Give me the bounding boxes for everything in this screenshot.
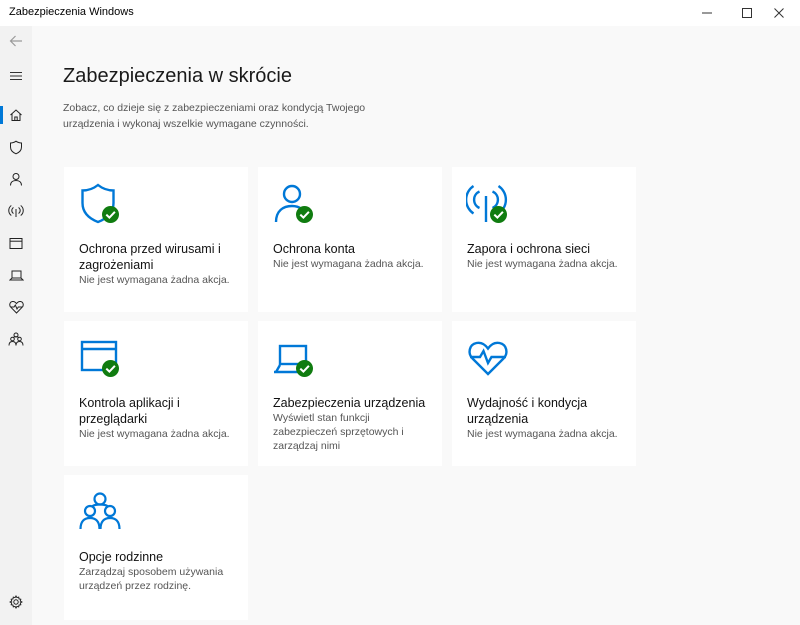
card-title — [467, 241, 627, 271]
card-description: Nie jest wymagana żadna akcja. — [467, 428, 618, 440]
card-title-text: Ochrona konta — [273, 242, 355, 256]
card-title-text: Zapora i ochrona sieci — [467, 242, 590, 256]
card-title-text: Wydajność i kondycja urządzenia — [467, 396, 588, 426]
close-icon — [773, 7, 785, 19]
menu-button[interactable] — [0, 62, 32, 90]
card-title-text: Ochrona przed wirusami i zagrożeniami — [79, 242, 221, 272]
sidebar-item-device-security[interactable] — [0, 261, 32, 289]
sidebar-item-firewall[interactable] — [0, 197, 32, 225]
minimize-icon — [701, 7, 713, 19]
heart-pulse-icon — [9, 300, 24, 314]
card-description: Zarządzaj sposobem używania urządzeń przez rodzinę. — [79, 566, 224, 592]
sidebar-item-device-health[interactable] — [0, 293, 32, 321]
main-content — [32, 26, 800, 625]
card-virus-protection[interactable] — [64, 167, 248, 312]
person-icon — [272, 182, 316, 226]
shield-icon — [78, 182, 122, 226]
home-icon — [9, 108, 23, 122]
card-device-security[interactable] — [258, 321, 442, 466]
laptop-icon — [272, 336, 316, 380]
sidebar — [0, 26, 32, 625]
card-title — [273, 395, 433, 453]
card-family-options[interactable] — [64, 475, 248, 620]
sidebar-item-app-browser[interactable] — [0, 229, 32, 257]
minimize-button[interactable] — [688, 0, 726, 26]
laptop-icon — [9, 269, 24, 282]
card-title — [79, 549, 239, 593]
back-arrow-icon — [8, 33, 24, 49]
card-title-text: Zabezpieczenia urządzenia — [273, 396, 426, 410]
title-bar — [0, 0, 800, 26]
gear-icon — [9, 595, 23, 609]
card-description: Wyświetl stan funkcji zabezpieczeń sprzętowych i zarządzaj nimi — [273, 412, 404, 452]
card-title — [273, 241, 433, 271]
app-browser-icon — [9, 237, 23, 250]
window-title: Zabezpieczenia Windows — [9, 6, 134, 18]
settings-button[interactable] — [0, 588, 32, 616]
maximize-icon — [741, 7, 753, 19]
family-icon — [78, 490, 122, 534]
heart-pulse-icon — [466, 336, 510, 380]
family-icon — [8, 332, 24, 346]
card-description: Nie jest wymagana żadna akcja. — [79, 274, 230, 286]
sidebar-item-virus-protection[interactable] — [0, 133, 32, 161]
page-title: Zabezpieczenia w skrócie — [63, 65, 292, 87]
back-button[interactable] — [0, 27, 32, 55]
card-description: Nie jest wymagana żadna akcja. — [79, 428, 230, 440]
card-description: Nie jest wymagana żadna akcja. — [273, 258, 424, 270]
close-button[interactable] — [760, 0, 798, 26]
page-description: Zobacz, co dzieje się z zabezpieczeniami oraz kondycją Twojego urządzenia i wykonaj wszelkie wymagane czynności. — [63, 102, 366, 130]
card-account-protection[interactable] — [258, 167, 442, 312]
person-icon — [9, 172, 23, 186]
wireless-antenna-icon — [466, 182, 510, 226]
sidebar-item-home[interactable] — [0, 101, 32, 129]
card-firewall[interactable] — [452, 167, 636, 312]
card-device-health[interactable] — [452, 321, 636, 466]
wireless-antenna-icon — [8, 204, 24, 218]
card-description: Nie jest wymagana żadna akcja. — [467, 258, 618, 270]
card-title — [79, 241, 239, 287]
card-title — [79, 395, 239, 441]
sidebar-item-family[interactable] — [0, 325, 32, 353]
app-browser-icon — [78, 336, 122, 380]
hamburger-menu-icon — [9, 70, 23, 82]
shield-icon — [9, 140, 23, 155]
card-title — [467, 395, 627, 441]
sidebar-item-account[interactable] — [0, 165, 32, 193]
card-title-text: Opcje rodzinne — [79, 550, 164, 564]
card-app-browser-control[interactable] — [64, 321, 248, 466]
card-title-text: Kontrola aplikacji i przeglądarki — [79, 396, 180, 426]
